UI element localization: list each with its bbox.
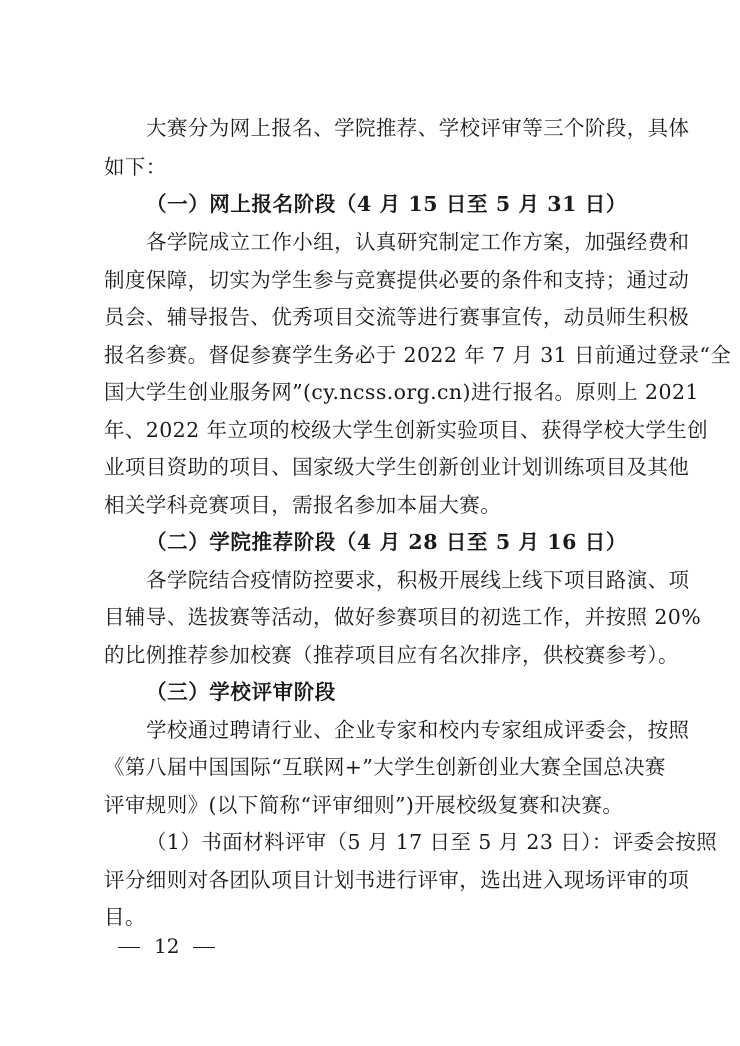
paragraph-3-line-1: 学校通过聘请行业、企业专家和校内专家组成评委会，按照 [146,718,690,742]
paragraph-2-line-2: 目辅导、选拔赛等活动，做好参赛项目的初选工作，并按照 20% [104,605,702,629]
page-footer [118,932,215,960]
paragraph-1-line-7: 业项目资助的项目、国家级大学生创新创业计划训练项目及其他 [104,455,690,479]
paragraph-1-line-1: 各学院成立工作小组，认真研究制定工作方案，加强经费和 [146,230,690,254]
section-heading-college-recommendation: （二）学院推荐阶段（4 月 28 日至 5 月 16 日） [146,530,627,554]
paragraph-1-line-8: 相关学科竞赛项目，需报名参加本届大赛。 [104,493,502,517]
paragraph-3-line-2: 《第八届中国国际“互联网+”大学生创新创业大赛全国总决赛 [104,755,666,779]
footer-dash-left [118,947,140,948]
paragraph-2-line-1: 各学院结合疫情防控要求，积极开展线上线下项目路演、项 [146,568,690,592]
paragraph-1-line-4: 报名参赛。督促参赛学生务必于 2022 年 7 月 31 日前通过登录“全 [104,343,732,367]
paragraph-intro-line-1: 大赛分为网上报名、学院推荐、学校评审等三个阶段，具体 [146,116,690,140]
paragraph-intro-line-2: 如下： [104,155,167,179]
section-heading-online-registration: （一）网上报名阶段（4 月 15 日至 5 月 31 日） [146,192,627,216]
paragraph-2-line-3: 的比例推荐参加校赛（推荐项目应有名次排序，供校赛参考）。 [104,643,679,667]
page-number: 12 [154,934,180,958]
paragraph-1-line-3: 员会、辅导报告、优秀项目交流等进行赛事宣传，动员师生积极 [104,305,690,329]
paragraph-4-line-3: 目。 [104,905,146,929]
paragraph-1-line-6: 年、2022 年立项的校级大学生创新实验项目、获得学校大学生创 [104,418,709,442]
section-heading-school-review: （三）学校评审阶段 [146,680,336,704]
paragraph-4-line-2: 评分细则对各团队项目计划书进行评审，选出进入现场评审的项 [104,868,690,892]
paragraph-1-line-5: 国大学生创业服务网”(cy.ncss.org.cn)进行报名。原则上 2021 [104,380,699,404]
paragraph-3-line-3: 评审规则》(以下简称“评审细则”)开展校级复赛和决赛。 [104,793,624,817]
paragraph-4-line-1: （1）书面材料评审（5 月 17 日至 5 月 23 日）：评委会按照 [146,830,718,854]
footer-dash-right [193,947,215,948]
paragraph-1-line-2: 制度保障，切实为学生参与竞赛提供必要的条件和支持；通过动 [104,268,690,292]
